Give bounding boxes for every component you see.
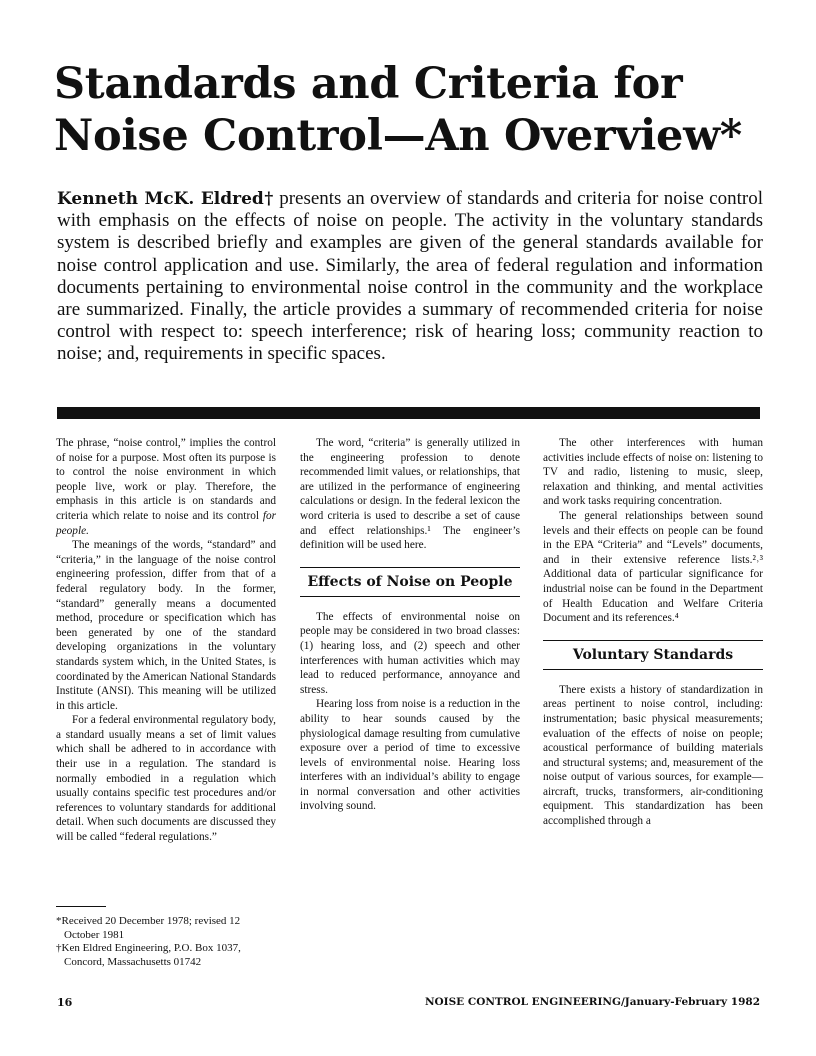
footnote-divider	[56, 906, 106, 907]
column-3	[543, 436, 763, 829]
paragraph-text: The phrase, “noise control,” implies the control of noise for a purpose. Most often its purpose is to control the noise environment in which people live, work or play. Therefore, the emphasis in this article is on standards and criteria which relate to noise and its control	[56, 437, 276, 522]
abstract-text: presents an overview of standards and criteria for noise control with emphasis on the effects of noise on people. The activity in the voluntary standards system is described briefly and examples are given of the general standards available for noise control application and use. Similarly, the area of federal regulation and information documents pertaining to environmental noise control in the community and the workplace are summarized. Finally, the article provides a summary of recommended criteria for noise control with respect to: speech interference; risk of hearing loss; community reaction to noise; and, requirements in specific spaces.	[57, 188, 763, 365]
footnote-affiliation: †Ken Eldred Engineering, P.O. Box 1037, Concord, Massachusetts 01742	[56, 942, 241, 968]
header-divider	[57, 407, 760, 419]
author-name: Kenneth McK. Eldred†	[57, 189, 274, 209]
paragraph: The general relationships between sound levels and their effects on people can be found in the EPA “Criteria” and “Levels” documents, and in their extensive reference lists.²˒³ Additional data of particular significance for industrial noise can be found in the Department of Health Education and Welfare Criteria Document and its references.⁴	[543, 509, 763, 625]
footnotes	[56, 915, 278, 969]
paragraph: For a federal environmental regulatory body, a standard usually means a set of limit values which shall be adhered to in accordance with their use in a regulation. The standard is normally embodied in a regulation which usually contains specific test procedures and/or references to voluntary standards for additional detail. When such documents are discussed they will be called “federal regulations.”	[56, 714, 276, 844]
running-footer: NOISE CONTROL ENGINEERING/January-February 1982	[424, 996, 760, 1008]
paragraph: There exists a history of standardization in areas pertinent to noise control, including: instrumentation; basic physical measurements; evaluation of the effects of noise on people; acoustical performance of building materials and structural systems; and, measurement of the noise output of various sources, for example—aircraft, trucks, transformers, air-conditioning equipment. This standardization has been accomplished through a	[543, 683, 763, 828]
paragraph	[56, 436, 276, 538]
paragraph: The word, “criteria” is generally utilized in the engineering profession to denote recommended limit values, or relationships, that are utilized in the performance of engineering calculations or design. In the federal lexicon the word criteria is used to describe a set of cause and effect relationships.¹ The engineer’s definition will be used here.	[300, 437, 520, 552]
footnote-received: *Received 20 December 1978; revised 12 October 1981	[56, 915, 241, 941]
emphasis-text: for people.	[56, 509, 276, 537]
paragraph: The effects of environmental noise on people may be considered in two broad classes: (1) hearing loss, and (2) speech and other interferences with human activities which may lead to reduced performance, annoyance and stress.	[300, 610, 520, 696]
abstract	[57, 188, 763, 366]
paragraph: Hearing loss from noise is a reduction in the ability to hear sounds caused by the physiological damage resulting from cumulative exposure over a period of time to excessive levels of environmental noise. Hearing loss interferes with an individual’s ability to engage in normal conversation and other activities involving sound.	[300, 698, 520, 813]
section-heading-effects: Effects of Noise on People	[300, 567, 520, 597]
section-heading-voluntary: Voluntary Standards	[543, 640, 763, 670]
page-number: 16	[57, 996, 73, 1009]
paragraph: The other interferences with human activities include effects of noise on: listening to TV and radio, listening to music, sleep, relaxation and thinking, and mental activities and work tasks requiring concentration.	[543, 437, 763, 508]
paragraph: The meanings of the words, “standard” and “criteria,” in the language of the noise control engineering profession, differ from that of a federal regulatory body. In the former, “standard” generally means a documented method, procedure or specification which has been generated by one of the standard developing organizations in the voluntary standards system which, in the United States, is coordinated by the American National Standards Institute (ANSI). This meaning will be utilized in this article.	[56, 539, 276, 712]
article-title: Standards and Criteria for Noise Control—An Overview*	[54, 59, 742, 161]
column-2	[300, 436, 520, 814]
column-1	[56, 436, 276, 845]
